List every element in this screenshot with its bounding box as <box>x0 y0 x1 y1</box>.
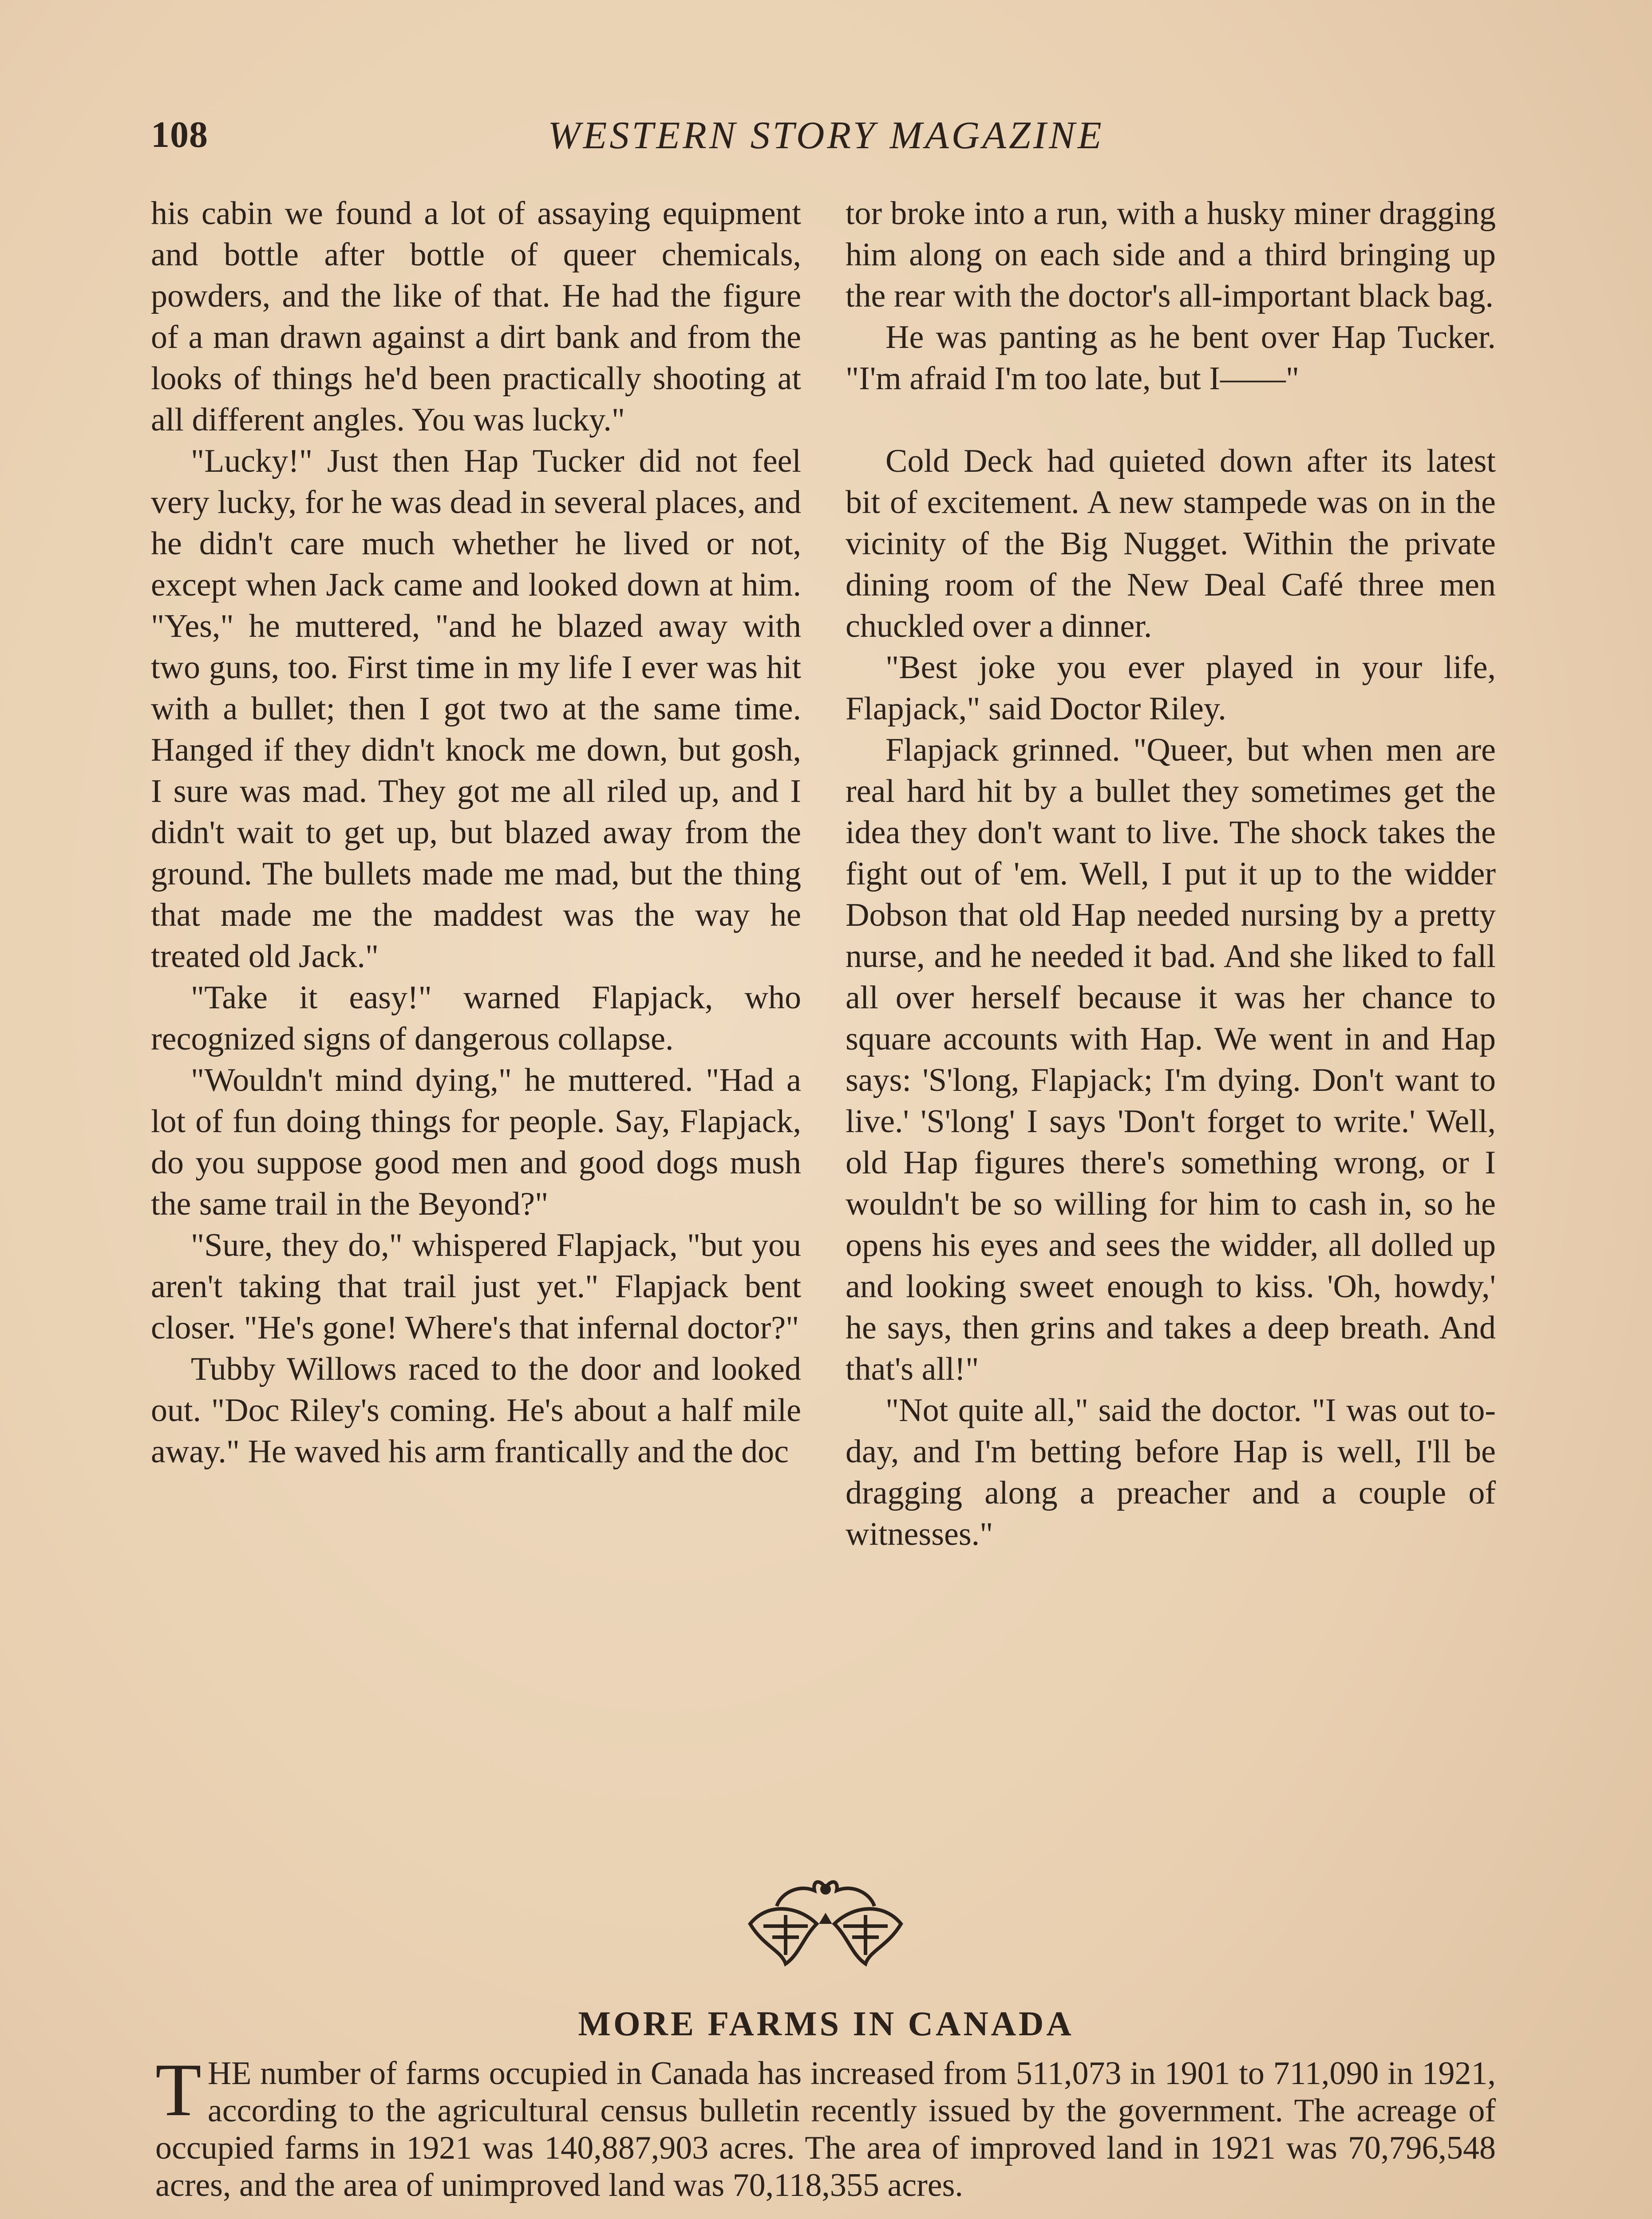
story-paragraph: "Not quite all," said the doctor. "I was out to-day, and I'm betting before Hap is well, I'll be dragging along a preacher and a couple of witnesses." <box>846 1392 1496 1552</box>
leaf-ornament-icon <box>732 1871 919 1977</box>
story-paragraph: "Sure, they do," whispered Flapjack, "but you aren't taking that trail just yet." Flapjack bent closer. "He's gone! Where's that infernal doctor?" <box>151 1227 801 1346</box>
article-text: HE number of farms occupied in Canada has increased from 511,073 in 1901 to 711,090 in 1921, according to the agricultural census bulletin recently issued by the government. The acreage of occupied farms in 1921 was 140,887,903 acres. The area of improved land in 1921 was 70,796,548 acres, and the area of unimproved land was 70,118,355 acres. <box>155 2055 1496 2203</box>
story-left-column <box>151 193 801 1473</box>
story-paragraph: "Best joke you ever played in your life, Flapjack," said Doctor Riley. <box>846 649 1496 727</box>
story-paragraph: "Wouldn't mind dying," he muttered. "Had a lot of fun doing things for people. Say, Flapjack, do you suppose good men and good dogs mush the same trail in the Beyond?" <box>151 1062 801 1222</box>
story-paragraph: He was panting as he bent over Hap Tucker. "I'm afraid I'm too late, but I——" <box>846 319 1496 397</box>
article-body <box>155 2048 1496 2204</box>
story-paragraph: tor broke into a run, with a husky miner dragging him along on each side and a third bringing up the rear with the doctor's all-important black bag. <box>846 195 1496 314</box>
drop-cap: T <box>155 2048 202 2132</box>
story-paragraph: Cold Deck had quieted down after its latest bit of excitement. A new stampede was on in the vicinity of the Big Nugget. Within the private dining room of the New Deal Café three men chuckled over a dinner. <box>846 443 1496 644</box>
story-paragraph: his cabin we found a lot of assaying equipment and bottle after bottle of queer chemicals, powders, and the like of that. He had the figure of a man drawn against a dirt bank and from the looks of things he'd been practically shooting at all different angles. You was lucky." <box>151 195 801 438</box>
story-right-column <box>846 193 1496 1555</box>
story-paragraph: "Take it easy!" warned Flapjack, who recognized signs of dangerous collapse. <box>151 979 801 1057</box>
story-paragraph: Flapjack grinned. "Queer, but when men are real hard hit by a bullet they sometimes get the idea they don't want to live. The shock takes the fight out of 'em. Well, I put it up to the widder Dobson that old Hap needed nursing by a pretty nurse, and he needed it bad. And she liked to fall all over herself because it was her chance to square accounts with Hap. We went in and Hap says: 'S'long, Flapjack; I'm dying. Don't want to live.' 'S'long' I says 'Don't forget to write.' Well, old Hap figures there's something wrong, or I wouldn't be so willing for him to cash in, so he opens his eyes and sees the widder, all dolled up and looking sweet enough to kiss. 'Oh, howdy,' he says, then grins and takes a deep breath. And that's all!" <box>846 732 1496 1387</box>
article-title: MORE FARMS IN CANADA <box>578 2004 1074 2043</box>
story-paragraph: Tubby Willows raced to the door and looked out. "Doc Riley's coming. He's about a half mile away." He waved his arm frantically and the doc <box>151 1351 801 1470</box>
story-paragraph: "Lucky!" Just then Hap Tucker did not feel very lucky, for he was dead in several places, and he didn't care much whether he lived or not, except when Jack came and looked down at him. "Yes," he muttered, "and he blazed away with two guns, too. First time in my life I ever was hit with a bullet; then I got two at the same time. Hanged if they didn't knock me down, but gosh, I sure was mad. They got me all riled up, and I didn't wait to get up, but blazed away from the ground. The bullets made me mad, but the thing that made me the maddest was the way he treated old Jack." <box>151 443 801 975</box>
page-number: 108 <box>151 114 208 155</box>
page-header <box>151 113 1501 162</box>
running-title: WESTERN STORY MAGAZINE <box>548 114 1104 157</box>
